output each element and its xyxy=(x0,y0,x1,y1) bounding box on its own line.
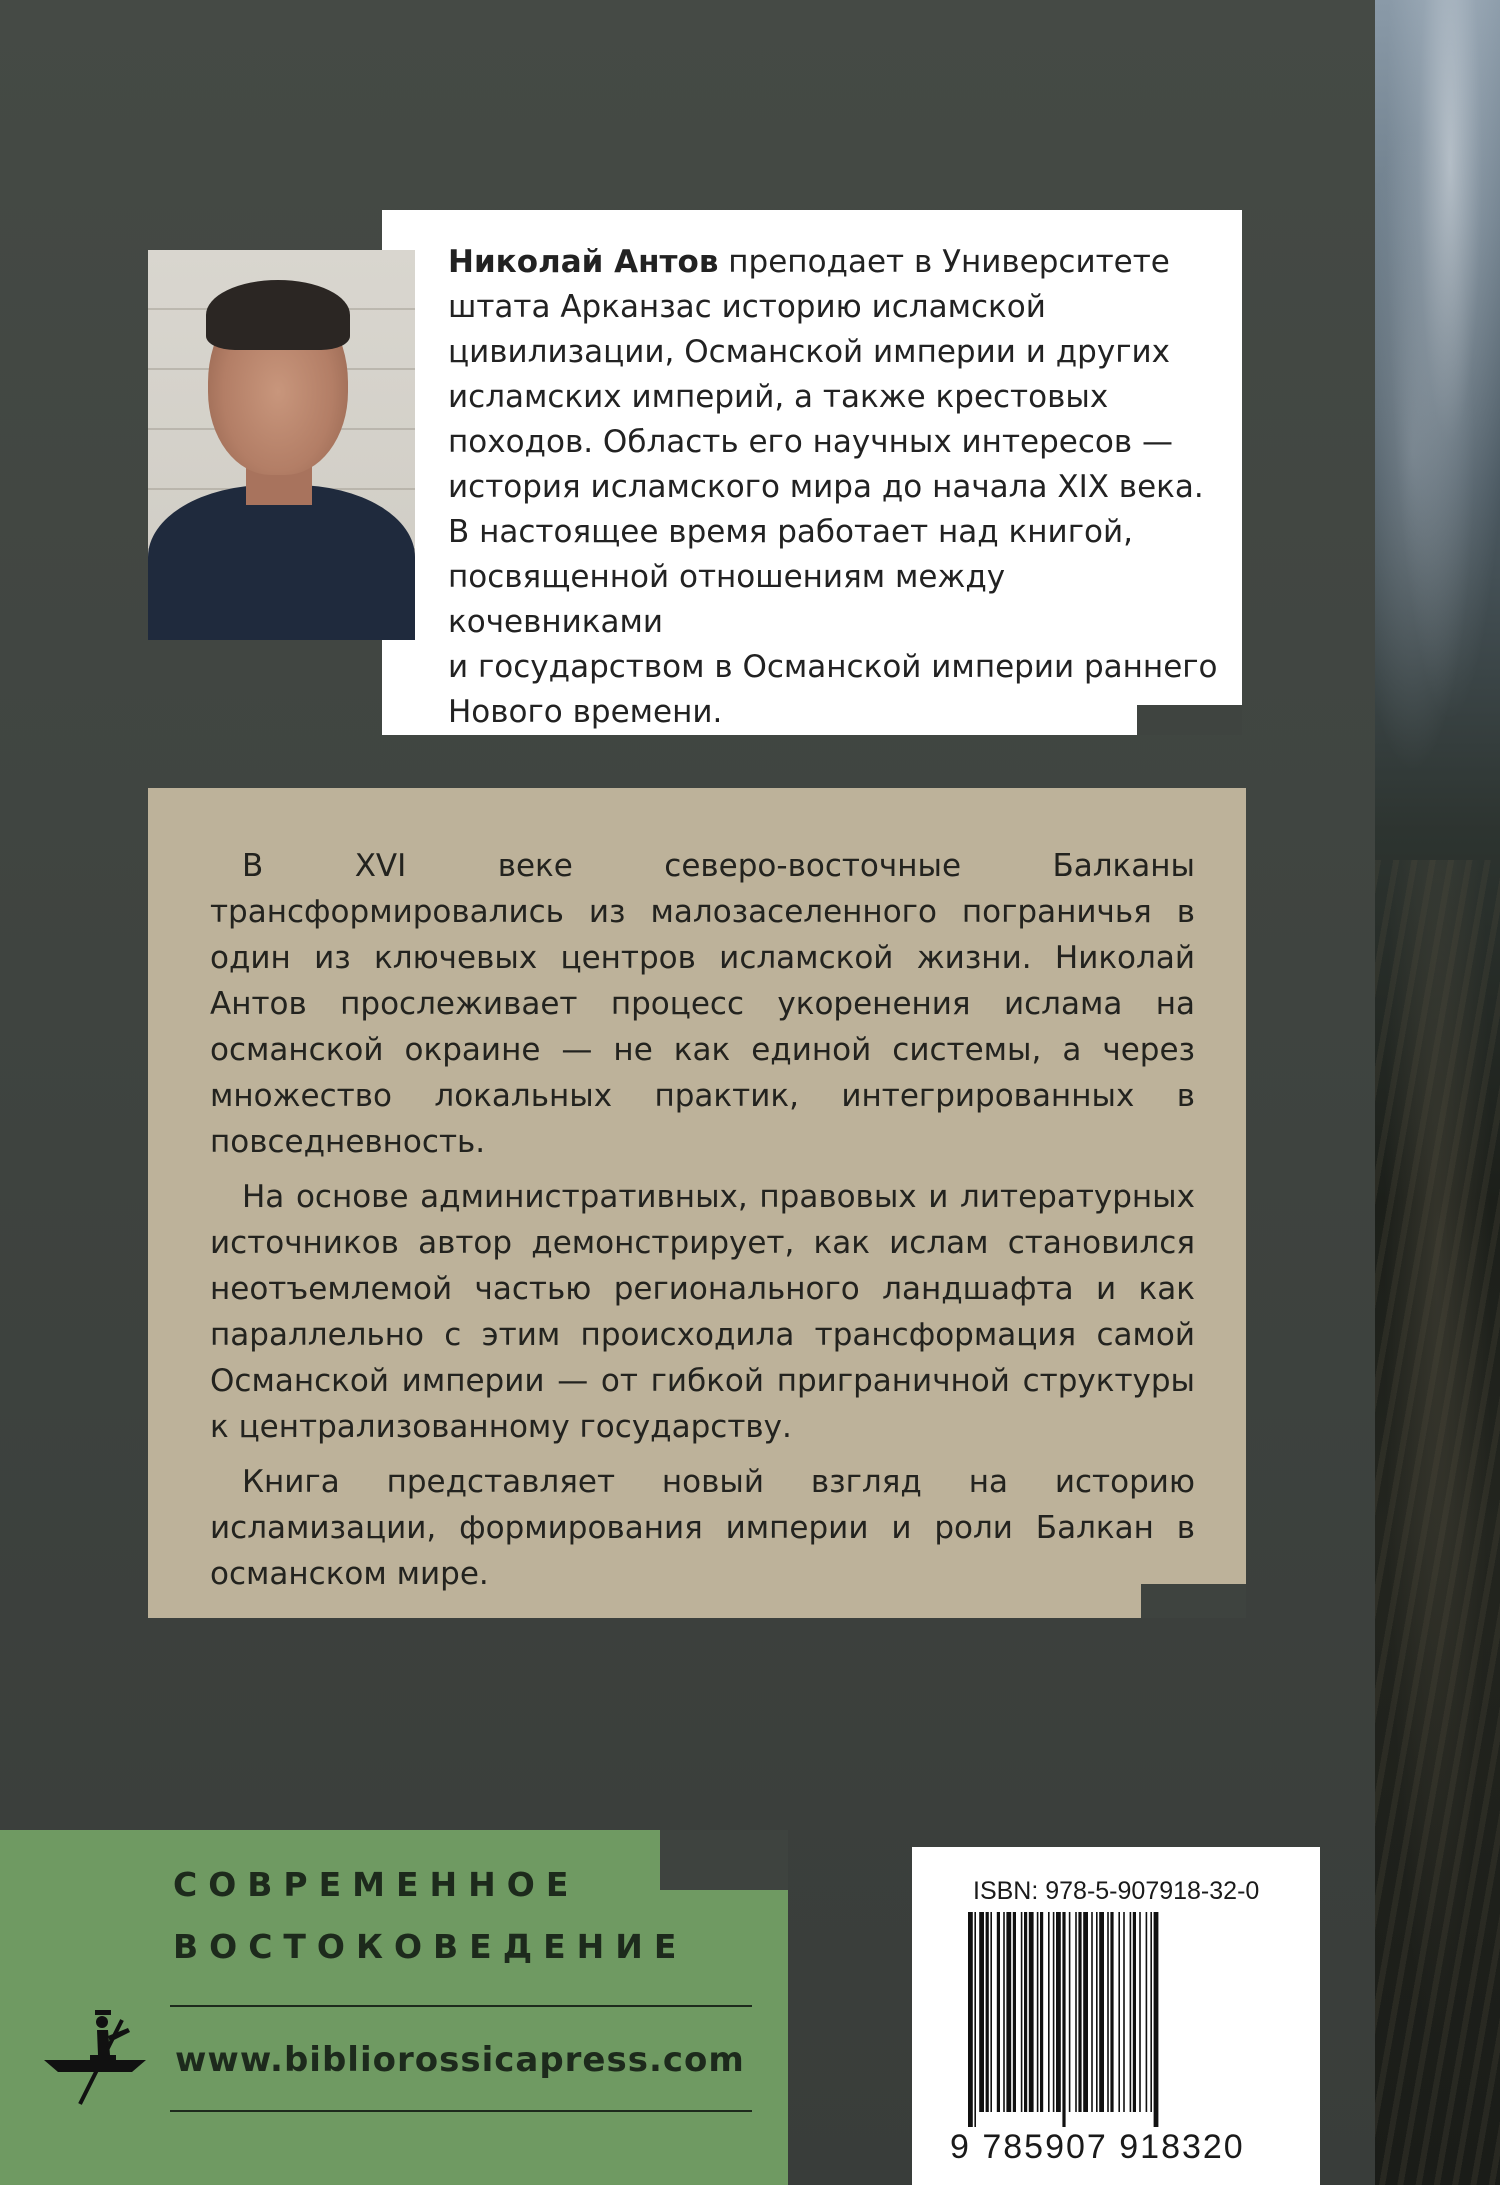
barcode-bar xyxy=(1013,1912,1016,2112)
barcode-bar xyxy=(968,1912,973,2127)
barcode-bar xyxy=(1096,1912,1098,2112)
barcode-bar xyxy=(1075,1912,1077,2112)
barcode-bar xyxy=(1099,1912,1104,2112)
publisher-website[interactable]: www.bibliorossicapress.com xyxy=(175,2040,745,2080)
barcode-bar xyxy=(1048,1912,1050,2112)
description-paragraph-3: Книга представляет новый взгляд на историю исламизации, формирования империи и роли Балкан в османском мире. xyxy=(210,1464,1195,1592)
author-bio-line: Нового времени. xyxy=(448,694,723,730)
cover-photo-strip xyxy=(1375,0,1500,2185)
barcode-bar xyxy=(1154,1912,1159,2127)
barcode-bar xyxy=(1056,1912,1061,2112)
author-bio-line: Николай Антов преподает в Университете xyxy=(448,244,1170,280)
barcode-bar xyxy=(1133,1912,1136,2112)
barcode-bar xyxy=(990,1912,992,2112)
author-bio-line: посвященной отношениям между кочевниками xyxy=(448,559,1006,640)
description-text xyxy=(210,843,1195,1597)
description-paragraph-2: На основе административных, правовых и литературных источников автор демонстрирует, как ислам становился неотъемлемой частью регионального ландшафта и как параллельно с этим происходила трансформация самой Османской империи — от гибкой приграничной структуры к централизованному государству. xyxy=(210,1179,1195,1445)
barcode-bar xyxy=(1024,1912,1027,2112)
barcode-bar xyxy=(1150,1912,1152,2112)
barcode-bar xyxy=(1003,1912,1005,2112)
barcode-bar xyxy=(1139,1912,1141,2112)
barcode-bar xyxy=(979,1912,984,2112)
barcode-bar xyxy=(1107,1912,1109,2112)
barcode-bars xyxy=(968,1912,1283,2127)
barcode-bar xyxy=(1123,1912,1125,2112)
author-photo xyxy=(148,250,415,640)
series-divider-bottom xyxy=(170,2110,752,2112)
author-bio-line: история исламского мира до начала XIX века. xyxy=(448,469,1204,505)
barcode-bar xyxy=(1091,1912,1093,2112)
barcode-digits: 9 785907 918320 xyxy=(950,2128,1245,2166)
barcode-bar xyxy=(974,1912,976,2127)
barcode-bar xyxy=(1110,1912,1113,2112)
author-bio-line: цивилизации, Османской империи и других xyxy=(448,334,1170,370)
barcode-bar xyxy=(1053,1912,1055,2112)
series-title-line-1: СОВРЕМЕННОЕ xyxy=(173,1865,580,1904)
barcode-bar xyxy=(1078,1912,1081,2112)
author-bio-line: штата Арканзас историю исламской xyxy=(448,289,1046,325)
boat-rower-icon xyxy=(40,2000,150,2110)
barcode-bar xyxy=(986,1912,989,2112)
barcode-bar xyxy=(1062,1912,1065,2127)
author-name: Николай Антов xyxy=(448,244,719,280)
series-divider-top xyxy=(170,2005,752,2007)
barcode-bar xyxy=(1021,1912,1023,2112)
isbn-label: ISBN: 978-5-907918-32-0 xyxy=(973,1877,1260,1905)
book-description xyxy=(148,788,1246,1618)
barcode-bar xyxy=(1083,1912,1088,2112)
author-bio-line: походов. Область его научных интересов — xyxy=(448,424,1173,460)
author-bio-line: и государством в Османской империи раннего xyxy=(448,649,1218,685)
author-bio-line: исламских империй, а также крестовых xyxy=(448,379,1109,415)
barcode-bar xyxy=(1006,1912,1011,2112)
series-title-line-2: ВОСТОКОВЕДЕНИЕ xyxy=(173,1927,688,1966)
barcode-bar xyxy=(1029,1912,1034,2112)
barcode-bar xyxy=(1069,1912,1071,2112)
barcode-bar xyxy=(1146,1912,1148,2112)
barcode-bar xyxy=(1040,1912,1043,2112)
description-paragraph-1: В XVI веке северо-восточные Балканы трансформировались из малозаселенного пограничья в один из ключевых центров исламской жизни. Николай Антов прослеживает процесс укоренения ислама на османской окраине — не как единой системы, а через множество локальных практик, интегрированных в повседневность. xyxy=(210,848,1195,1160)
author-bio xyxy=(448,240,1228,735)
barcode-bar xyxy=(1130,1912,1132,2112)
barcode-bar xyxy=(1037,1912,1039,2112)
barcode-bar xyxy=(1118,1912,1120,2112)
author-bio-line: В настоящее время работает над книгой, xyxy=(448,514,1133,550)
barcode-bar xyxy=(997,1912,1000,2112)
